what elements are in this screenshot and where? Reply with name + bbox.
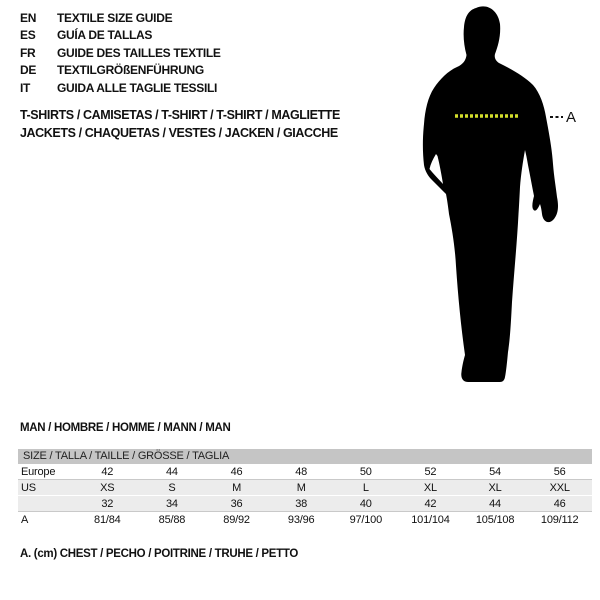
language-code: DE — [20, 63, 37, 78]
size-cell: 50 — [359, 465, 372, 478]
size-cell: 105/108 — [475, 513, 515, 526]
row-label: A — [21, 513, 29, 526]
language-label: GUÍA DE TALLAS — [57, 28, 153, 43]
size-cell: 40 — [359, 497, 372, 510]
garment-categories — [20, 106, 340, 142]
size-cell: S — [168, 481, 176, 494]
language-label: TEXTILE SIZE GUIDE — [57, 10, 173, 25]
language-row-fr — [20, 44, 221, 62]
size-cell: 109/112 — [540, 513, 579, 526]
size-cell: 48 — [295, 465, 308, 478]
size-cell: 54 — [489, 465, 501, 478]
language-list — [20, 9, 221, 97]
size-cell: 97/100 — [349, 513, 383, 526]
size-cell: 32 — [101, 497, 114, 510]
size-cell: XXL — [549, 481, 570, 494]
language-code: EN — [20, 10, 37, 25]
language-label: TEXTILGRÖßENFÜHRUNG — [57, 63, 204, 78]
size-cell: 46 — [230, 465, 243, 478]
row-label: US — [21, 481, 36, 494]
measurement-footnote: A. (cm) CHEST / PECHO / POITRINE / TRUHE / PETTO — [20, 548, 299, 560]
size-cell: 85/88 — [158, 513, 186, 526]
language-code: ES — [20, 28, 36, 43]
size-cell: M — [296, 481, 306, 494]
size-cell: M — [232, 481, 242, 494]
size-cell: XL — [488, 481, 502, 494]
measure-label-a: A — [566, 109, 577, 126]
size-cell: 89/92 — [223, 513, 250, 526]
size-cell: 38 — [295, 497, 308, 510]
size-table — [18, 449, 592, 527]
table-row-numeric — [18, 496, 592, 512]
language-row-it — [20, 79, 221, 97]
size-cell: XS — [100, 481, 115, 494]
row-label: Europe — [21, 465, 56, 478]
language-label: GUIDE DES TAILLES TEXTILE — [57, 45, 221, 60]
size-cell: 81/84 — [94, 513, 121, 526]
language-row-de — [20, 62, 221, 80]
table-row-europe — [18, 464, 592, 480]
table-row-chest-a — [18, 512, 592, 527]
size-cell: L — [362, 481, 369, 494]
language-row-es — [20, 27, 221, 45]
size-cell: 56 — [553, 465, 566, 478]
size-cell: 42 — [424, 497, 437, 510]
language-label: GUIDA ALLE TAGLIE TESSILI — [57, 80, 218, 95]
size-cell: 42 — [101, 465, 114, 478]
size-cell: 44 — [489, 497, 501, 510]
language-code: FR — [20, 45, 36, 60]
size-cell: XL — [423, 481, 437, 494]
size-cell: 44 — [166, 465, 178, 478]
section-title-man: MAN / HOMBRE / HOMME / MANN / MAN — [20, 422, 231, 434]
size-cell: 101/104 — [411, 513, 450, 526]
language-row-en — [20, 9, 221, 27]
size-cell: 46 — [553, 497, 566, 510]
category-jackets: JACKETS / CHAQUETAS / VESTES / JACKEN / GIACCHE — [20, 126, 338, 140]
category-tshirts: T-SHIRTS / CAMISETAS / T-SHIRT / T-SHIRT / MAGLIETTE — [20, 108, 340, 122]
size-cell: 34 — [166, 497, 178, 510]
size-cell: 36 — [230, 497, 243, 510]
size-cell: 52 — [424, 465, 437, 478]
size-cell: 93/96 — [287, 513, 315, 526]
man-silhouette — [423, 6, 558, 382]
size-table-header: SIZE / TALLA / TAILLE / GRÖSSE / TAGLIA — [18, 449, 592, 464]
man-figure — [400, 0, 600, 400]
language-code: IT — [20, 80, 31, 95]
table-row-us — [18, 480, 592, 496]
